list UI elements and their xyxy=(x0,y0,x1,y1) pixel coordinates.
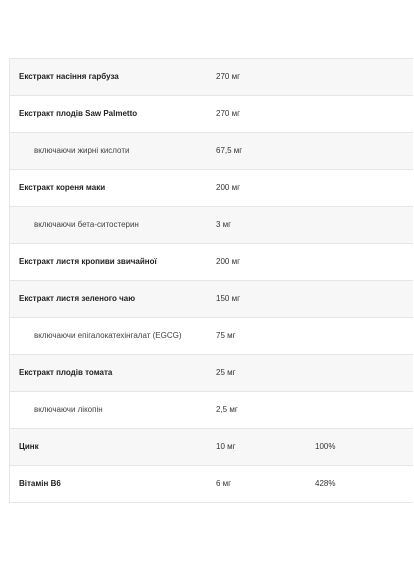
table-row xyxy=(10,318,413,355)
ingredient-name: Екстракт насіння гарбуза xyxy=(19,72,119,81)
sub-ingredient-name: включаючи епігалокатехінгалат (EGCG) xyxy=(34,331,182,340)
ingredient-name: Вітамін B6 xyxy=(19,479,61,488)
table-row xyxy=(10,281,413,318)
ingredient-name: Екстракт плодів Saw Palmetto xyxy=(19,109,138,118)
sub-ingredient-name: включаючи лікопін xyxy=(34,405,103,414)
ingredient-amount: 200 мг xyxy=(216,183,240,192)
ingredient-amount: 200 мг xyxy=(216,257,240,266)
daily-value-percent: 428% xyxy=(315,479,336,488)
table-row xyxy=(10,207,413,244)
ingredient-name: Цинк xyxy=(19,442,39,451)
ingredient-amount: 270 мг xyxy=(216,72,240,81)
ingredient-amount: 6 мг xyxy=(216,479,232,488)
table-row xyxy=(10,244,413,281)
table-row xyxy=(10,392,413,429)
sub-ingredient-name: включаючи жирні кислоти xyxy=(34,146,130,155)
ingredient-name: Екстракт листя зеленого чаю xyxy=(19,294,136,303)
ingredient-name: Екстракт листя кропиви звичайної xyxy=(19,257,157,266)
table-row xyxy=(10,466,413,503)
table-row xyxy=(10,59,413,96)
ingredient-name: Екстракт кореня маки xyxy=(19,183,106,192)
daily-value-percent: 100% xyxy=(315,442,336,451)
sub-ingredient-name: включаючи бета-ситостерин xyxy=(34,220,139,229)
table-row xyxy=(10,133,413,170)
ingredient-amount: 25 мг xyxy=(216,368,236,377)
ingredient-amount: 10 мг xyxy=(216,442,236,451)
ingredient-name: Екстракт плодів томата xyxy=(19,368,113,377)
table-row xyxy=(10,429,413,466)
ingredient-amount: 3 мг xyxy=(216,220,232,229)
table-row xyxy=(10,355,413,392)
supplement-facts-table xyxy=(9,58,413,503)
ingredient-amount: 150 мг xyxy=(216,294,240,303)
ingredient-amount: 270 мг xyxy=(216,109,240,118)
table-row xyxy=(10,170,413,207)
ingredient-amount: 67,5 мг xyxy=(216,146,243,155)
ingredient-amount: 75 мг xyxy=(216,331,236,340)
table-row xyxy=(10,96,413,133)
ingredient-amount: 2,5 мг xyxy=(216,405,238,414)
